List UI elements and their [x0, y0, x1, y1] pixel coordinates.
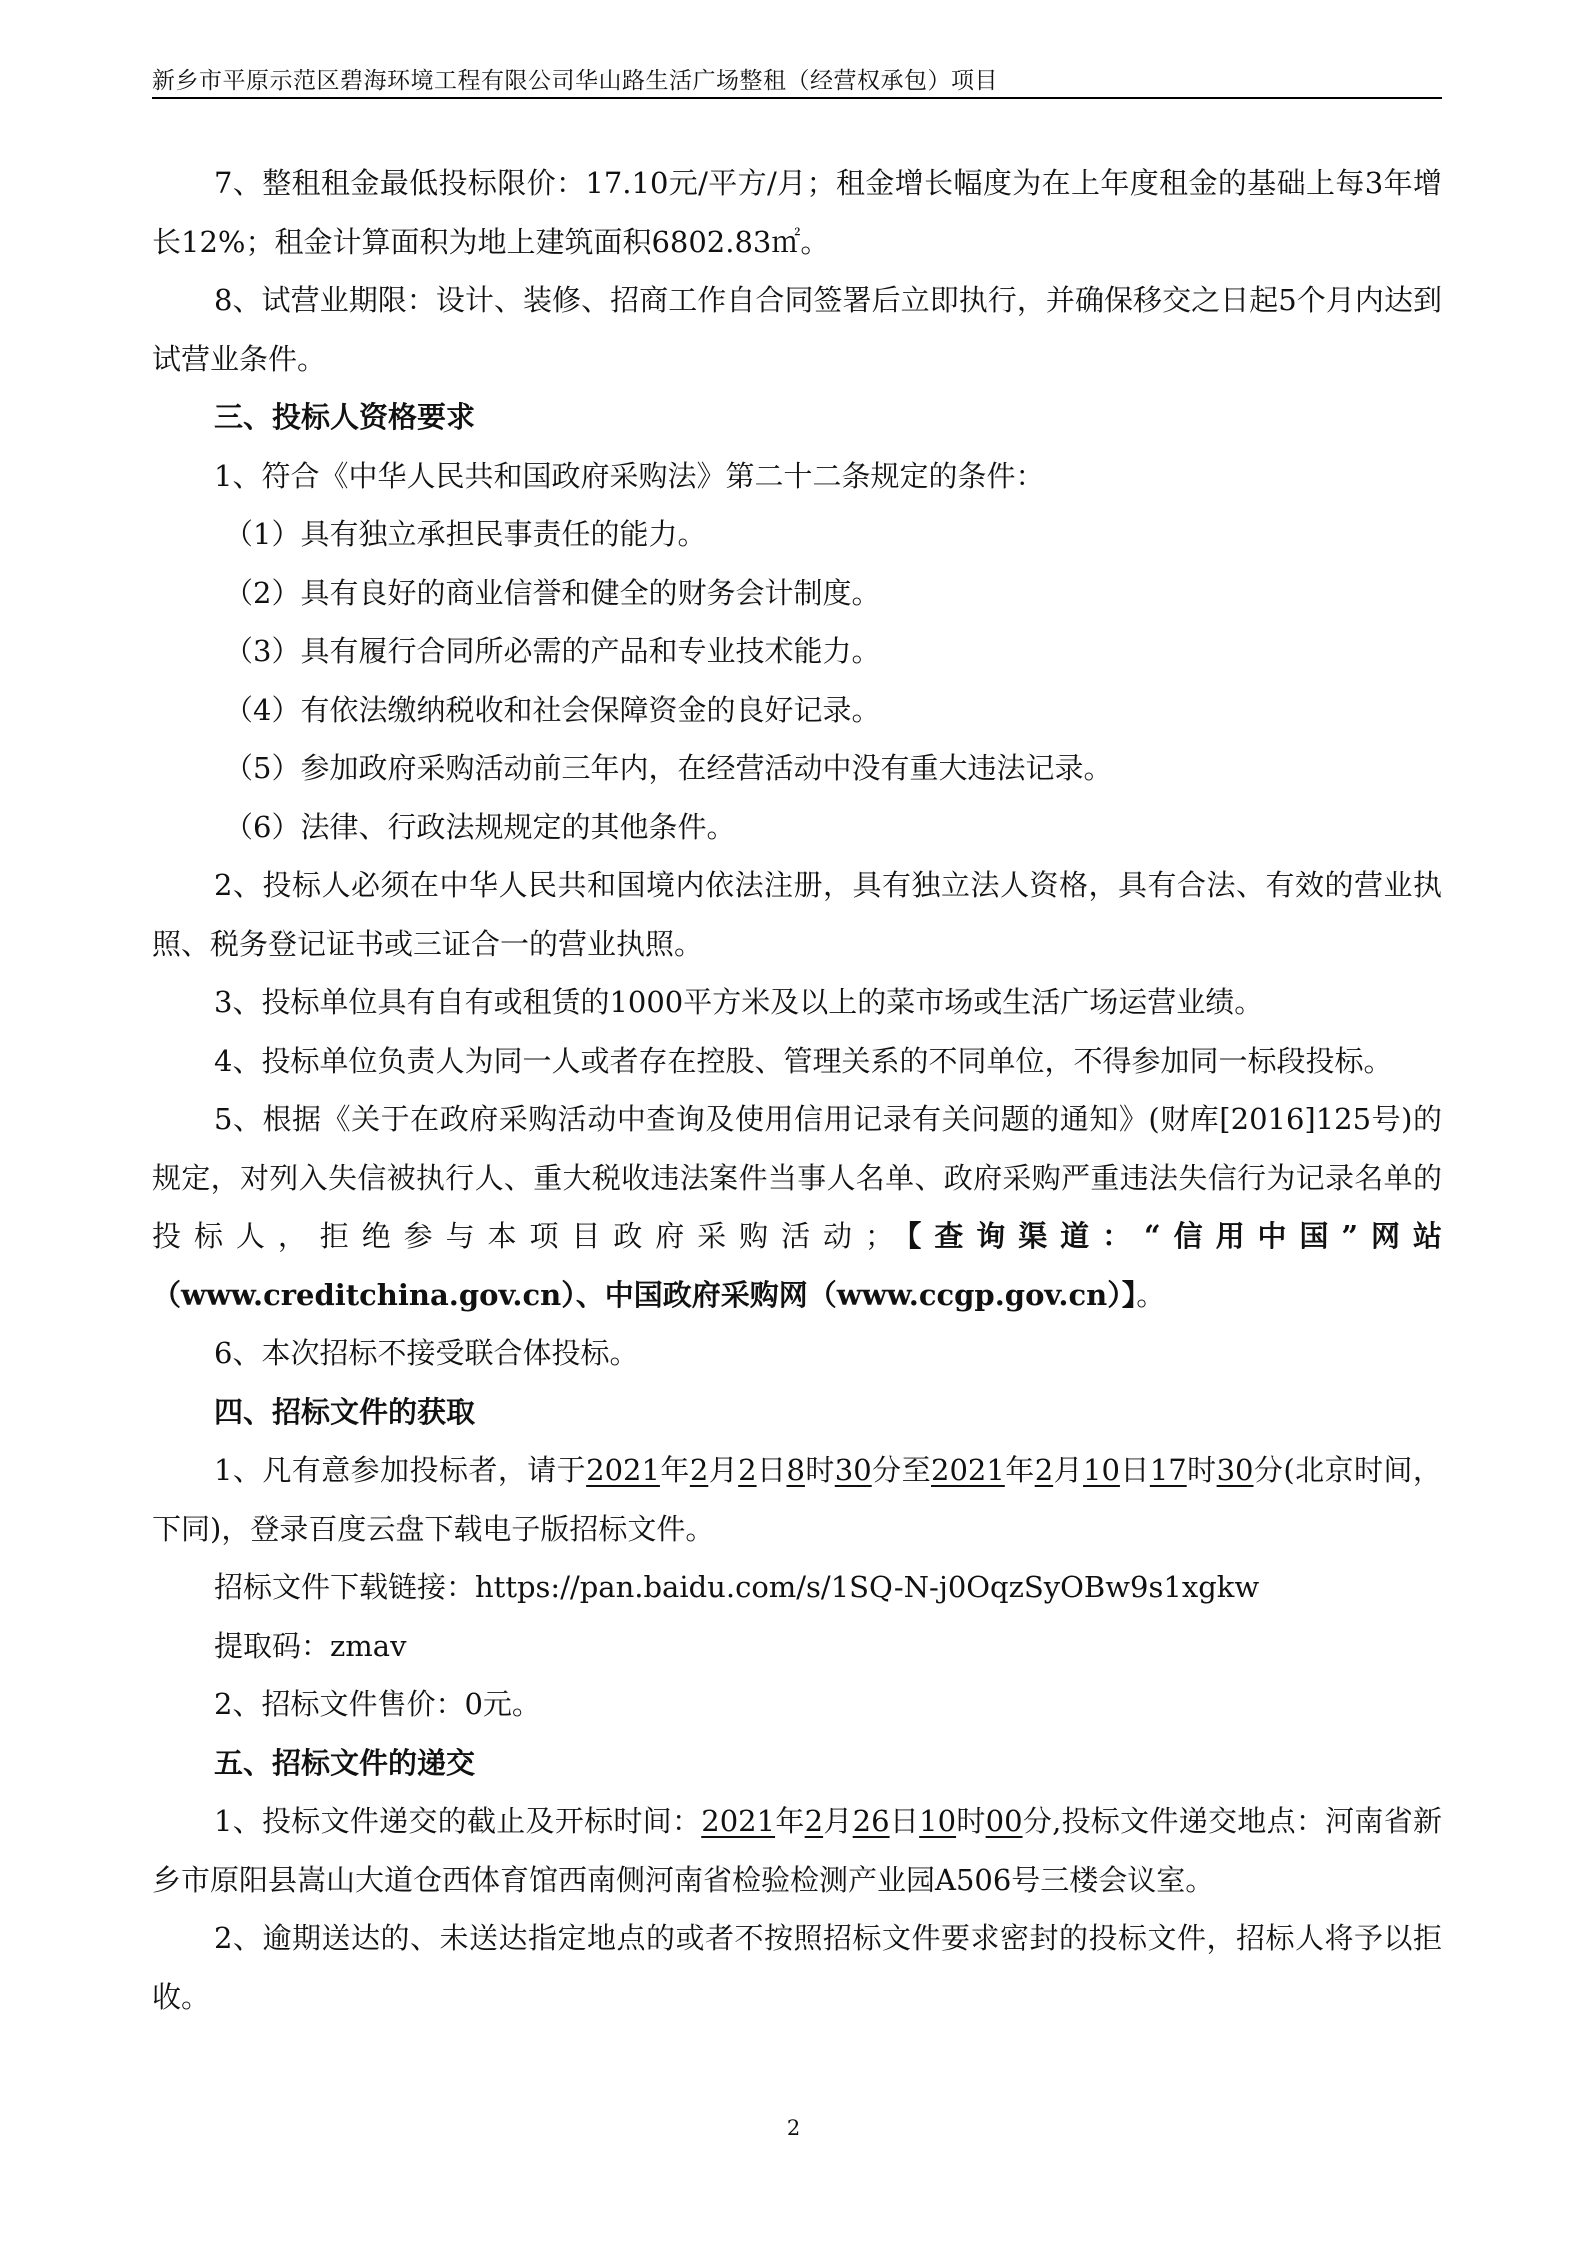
text-minute-to: 分至 [871, 1453, 932, 1487]
paragraph-extraction-code: 提取码：zmav [214, 1628, 407, 1663]
end-minute: 30 [1216, 1453, 1254, 1487]
download-method: 分(北京时间，下同)，登录百度云盘下载电子版招标文件。 [152, 1453, 1442, 1546]
start-year: 2021 [586, 1453, 660, 1487]
paragraph-download-link: 招标文件下载链接：https://pan.baidu.com/s/1SQ-N-j0OqzSyOBw9s1xgkw [214, 1570, 1260, 1604]
deadline-minute: 00 [985, 1804, 1023, 1838]
paragraph-same-principal: 4、投标单位负责人为同一人或者存在控股、管理关系的不同单位，不得参加同一标段投标。 [214, 1043, 1393, 1078]
condition-item-2: （2）具有良好的商业信誉和健全的财务会计制度。 [224, 575, 881, 610]
condition-item-4: （4）有依法缴纳税收和社会保障资金的良好记录。 [224, 692, 881, 727]
start-minute: 30 [834, 1453, 872, 1487]
paragraph-trial-operation: 8、试营业期限：设计、装修、招商工作自合同签署后立即执行，并确保移交之日起5个月内达到试营业条件。 [152, 283, 1442, 376]
end-day: 10 [1083, 1453, 1120, 1487]
section-heading-qualifications: 三、投标人资格要求 [214, 400, 476, 434]
section-heading-obtain-documents: 四、招标文件的获取 [214, 1394, 476, 1429]
text-month-2: 月 [1053, 1453, 1084, 1487]
deadline-month: 2 [804, 1804, 824, 1838]
start-hour: 8 [786, 1453, 805, 1487]
text-hour: 时 [804, 1453, 835, 1487]
condition-item-6: （6）法律、行政法规规定的其他条件。 [224, 809, 736, 844]
paragraph-late-submission: 2、逾期送达的、未送达指定地点的或者不按照招标文件要求密封的投标文件，招标人将予以拒收。 [152, 1921, 1442, 2014]
text-year-2: 年 [1004, 1453, 1035, 1487]
text-day: 日 [756, 1453, 787, 1487]
text-month-3: 月 [823, 1804, 853, 1838]
document-body [152, 154, 1442, 2026]
deadline-day: 26 [852, 1804, 890, 1838]
credit-record-text: 5、根据《关于在政府采购活动中查询及使用信用记录有关问题的通知》(财库[2016]125号)的规定，对列入失信被执行人、重大税收违法案件当事人名单、政府采购严重违法失信行为记录名单的投标人，拒绝参与本项目政府采购活动； [152, 1102, 1442, 1253]
credit-query-channels: 【查询渠道：“信用中国”网站（www.creditchina.gov.cn）、中国政府采购网（www.ccgp.gov.cn）】 [152, 1219, 1442, 1312]
running-header: 新乡市平原示范区碧海环境工程有限公司华山路生活广场整租（经营权承包）项目 [152, 68, 998, 94]
paragraph-credit-record [152, 1090, 1442, 1324]
paragraph-download-period [152, 1441, 1442, 1558]
paragraph-rent-limit: 7、整租租金最低投标限价：17.10元/平方/月；租金增长幅度为在上年度租金的基础上每3年增长12%；租金计算面积为地上建筑面积6802.83㎡。 [152, 166, 1442, 259]
text-year-3: 年 [775, 1804, 805, 1838]
text-day-3: 日 [889, 1804, 920, 1838]
deadline-intro: 1、投标文件递交的截止及开标时间： [214, 1804, 702, 1838]
text-day-2: 日 [1119, 1453, 1150, 1487]
paragraph-procurement-law: 1、符合《中华人民共和国政府采购法》第二十二条规定的条件： [214, 458, 1045, 493]
submission-location: 分,投标文件递交地点：河南省新乡市原阳县嵩山大道仓西体育馆西南侧河南省检验检测产业园A506号三楼会议室。 [152, 1804, 1442, 1897]
start-day: 2 [738, 1453, 757, 1487]
page-number: 2 [786, 2116, 801, 2140]
condition-item-1: （1）具有独立承担民事责任的能力。 [224, 517, 707, 551]
header-divider [152, 97, 1442, 99]
end-month: 2 [1034, 1453, 1054, 1487]
paragraph-performance: 3、投标单位具有自有或租赁的1000平方米及以上的菜市场或生活广场运营业绩。 [214, 985, 1264, 1019]
paragraph-registration: 2、投标人必须在中华人民共和国境内依法注册，具有独立法人资格，具有合法、有效的营业执照、税务登记证书或三证合一的营业执照。 [152, 868, 1442, 961]
section-heading-submission: 五、招标文件的递交 [214, 1745, 476, 1780]
paragraph-no-consortium: 6、本次招标不接受联合体投标。 [214, 1336, 639, 1370]
download-intro: 1、凡有意参加投标者，请于 [214, 1453, 587, 1487]
paragraph-submission-deadline [152, 1792, 1442, 1909]
condition-item-3: （3）具有履行合同所必需的产品和专业技术能力。 [224, 634, 881, 668]
text-year: 年 [659, 1453, 690, 1487]
deadline-hour: 10 [919, 1804, 957, 1838]
end-year: 2021 [931, 1453, 1005, 1487]
text-month: 月 [708, 1453, 739, 1487]
deadline-year: 2021 [701, 1804, 776, 1838]
text-hour-2: 时 [1186, 1453, 1217, 1487]
text-hour-3: 时 [956, 1804, 986, 1838]
paragraph-document-price: 2、招标文件售价：0元。 [214, 1687, 541, 1721]
credit-record-end: 。 [1136, 1277, 1166, 1312]
condition-item-5: （5）参加政府采购活动前三年内，在经营活动中没有重大违法记录。 [224, 751, 1113, 785]
end-hour: 17 [1149, 1453, 1187, 1487]
start-month: 2 [689, 1453, 709, 1487]
